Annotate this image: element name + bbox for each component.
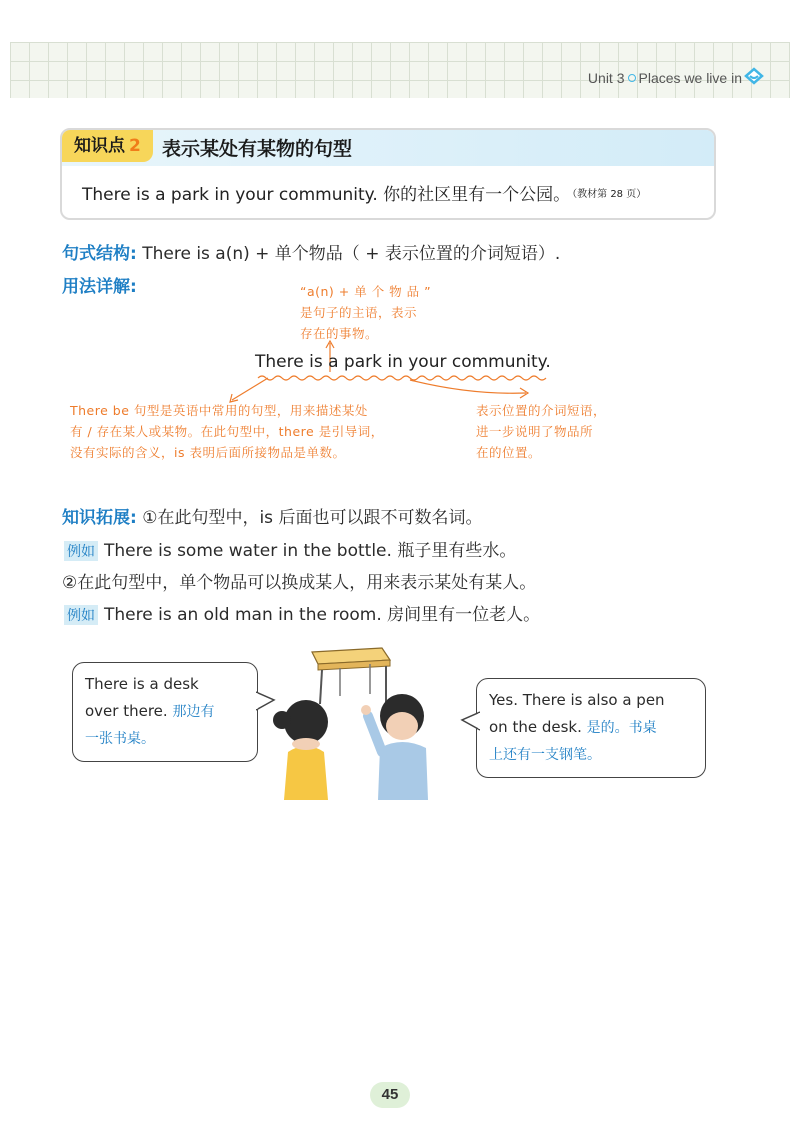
extension-label: 知识拓展: [62,508,137,528]
note-subject-line-1: “a(n) + 单 个 物 品 ” [300,284,432,299]
note-there-be [70,400,384,463]
note-prep-line-1: 表示位置的介词短语， [476,403,607,418]
usage-label [62,272,137,297]
children-desk-illustration [262,640,462,800]
page-number: 45 [370,1082,410,1108]
book-icon [744,66,764,86]
bubble-left-line-1: There is a desk [85,675,199,693]
example-2-text: There is an old man in the room. 房间里有一位老人。 [104,605,541,625]
textbook-reference: （教材第 28 页） [572,189,647,200]
example-1-text: There is some water in the bottle. 瓶子里有些水。 [104,541,517,561]
speech-bubble-left [72,662,258,762]
knowledge-point-number: 2 [129,136,141,156]
knowledge-point-sentence [82,180,646,205]
bubble-right-line-1: Yes. There is also a pen [489,691,665,709]
note-prep-line-3: 在的位置。 [476,445,542,460]
bubble-left-en-2: over there. [85,702,168,720]
note-prepositional-phrase [476,400,606,463]
note-there-be-line-1: There be 句型是英语中常用的句型，用来描述某处 [70,403,368,418]
bubble-right-cn-1: 是的。书桌 [586,720,657,736]
extension-example-1 [64,536,516,561]
knowledge-point-tag-label: 知识点 [74,136,125,156]
note-subject-line-2: 是句子的主语，表示 [300,305,418,320]
structure-text: There is a(n) + 单个物品（ + 表示位置的介词短语）. [142,244,561,264]
note-there-be-line-3: 没有实际的含义，is 表明后面所接物品是单数。 [70,445,346,460]
extension-point-1 [62,503,482,528]
note-there-be-line-2: 有 / 存在某人或某物。在此句型中，there 是引导词， [70,424,384,439]
speech-bubble-right [476,678,706,778]
example-tag: 例如 [64,541,98,561]
bubble-left-line-3: 一张书桌。 [85,731,155,747]
bubble-right-line-2 [489,714,693,742]
boy-figure [361,694,428,800]
example-sentence: There is a park in your community. 你的社区里有一个公园。 [82,185,571,205]
extension-point-1-text: ①在此句型中，is 后面也可以跟不可数名词。 [142,508,483,528]
knowledge-point-box [60,128,716,220]
unit-label: Unit 3 [587,70,625,86]
unit-header [588,70,742,86]
example-tag: 例如 [64,605,98,625]
girl-figure [273,700,328,800]
bullet-icon [628,74,636,82]
bubble-left-line-2 [85,698,245,726]
knowledge-point-title: 表示某处有某物的句型 [162,138,353,160]
note-subject-line-3: 存在的事物。 [300,326,379,341]
bubble-right-en-2: on the desk. [489,718,582,736]
unit-title: Places we live in [638,70,742,86]
annotated-sentence: There is a park in your community. [255,352,551,372]
bubble-left-cn-1: 那边有 [172,704,215,720]
usage-label-text: 用法详解: [62,277,137,297]
bubble-right-line-3: 上还有一支钢笔。 [489,747,601,763]
knowledge-point-tag [62,130,153,162]
extension-example-2 [64,600,540,625]
note-subject [300,281,431,344]
desk-icon [312,648,390,704]
bubble-right-tail [460,710,480,734]
knowledge-point-header-strip [62,130,714,166]
structure-line [62,239,560,264]
extension-point-2: ②在此句型中，单个物品可以换成某人，用来表示某处有某人。 [62,573,537,593]
note-prep-line-2: 进一步说明了物品所 [476,424,594,439]
structure-label: 句式结构: [62,244,137,264]
